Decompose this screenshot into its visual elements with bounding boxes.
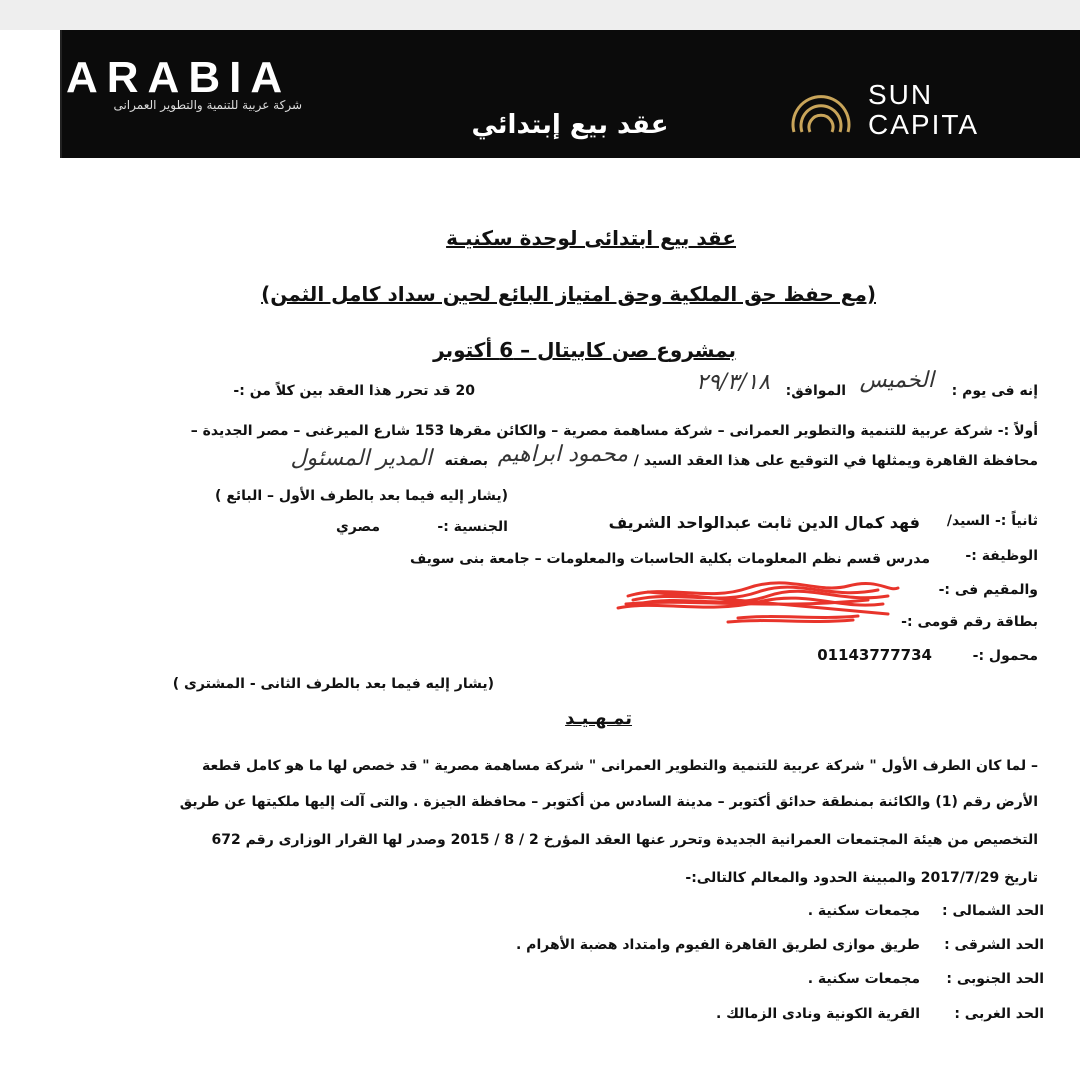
boundary-north-value: مجمعات سكنية . (807, 903, 920, 919)
preamble-paragraph-1: – لما كان الطرف الأول " شركة عربية للتنمية والتطوير العمرانى " شركة مساهمة مصرية " قد خصص لها ما هو كامل قطعة (201, 758, 1038, 774)
first-party-refer: (يشار إليه فيما بعد بالطرف الأول – البائع ) (215, 488, 508, 504)
top-strip (0, 0, 1080, 30)
title-line-1: عقد بيع ابتدائى لوحدة سكنيـة (446, 226, 736, 250)
sun-rings-icon (786, 82, 856, 148)
first-party-capacity-handwritten: المدير المسئول (290, 446, 432, 471)
sun-capital-logo (786, 80, 1026, 150)
job-value: مدرس قسم نظم المعلومات بكلية الحاسبات والمعلومات – جامعة بنى سويف (409, 551, 930, 567)
sun-word-line2: CAPITA (868, 109, 980, 140)
mobile-label: محمول :- (972, 648, 1038, 664)
second-party-label: ثانياً :- السيد/ (946, 513, 1038, 529)
first-party-capacity-label: بصفته (444, 453, 488, 469)
nationality-label: الجنسية :- (437, 519, 508, 535)
boundary-south-value: مجمعات سكنية . (807, 971, 920, 987)
mobile-value: 01143777734 (817, 646, 932, 664)
title-line-2: (مع حفظ حق الملكية وحق امتياز البائع لحين سداد كامل الثمن) (261, 282, 876, 306)
id-label: بطاقة رقم قومى :- (901, 614, 1038, 630)
intro-year-suffix: 20 قد تحرر هذا العقد بين كلاً من :- (233, 383, 475, 399)
arabia-tagline: شركة عربية للتنمية والتطوير العمرانى (113, 98, 302, 112)
preamble-paragraph-3: التخصيص من هيئة المجتمعات العمرانية الجديدة وتحرر عنها العقد المؤرخ 2 / 8 / 2015 وصدر لها القرار الوزارى رقم 672 (211, 832, 1038, 848)
arabia-wordmark: ARABIA (66, 53, 292, 102)
redaction-scribble (588, 574, 918, 634)
sun-capital-wordmark (868, 80, 979, 140)
job-label: الوظيفة :- (965, 548, 1038, 564)
title-line-3: بمشروع صن كابيتال – 6 أكتوبر (433, 338, 736, 362)
nationality-value: مصري (335, 519, 380, 535)
boundary-west-label: الحد الغربى : (954, 1006, 1044, 1022)
first-party-rep-handwritten: محمود ابراهيم (497, 442, 628, 467)
first-party-line-2: محافظة القاهرة ويمثلها في التوقيع على هذا العقد السيد / (633, 453, 1038, 469)
preamble-paragraph-2: الأرض رقم (1) والكائنة بمنطقة حدائق أكتوبر – مدينة السادس من أكتوبر – محافظة الجيزة . والتى آلت إليها ملكيتها عن طريق (179, 794, 1038, 810)
second-party-name: فهد كمال الدين ثابت عبدالواحد الشريف (608, 513, 920, 532)
boundary-east-value: طريق موازى لطريق القاهرة الفيوم وامتداد هضبة الأهرام . (515, 937, 920, 953)
intro-agree: الموافق: (785, 383, 846, 399)
preamble-paragraph-4: تاريخ 2017/7/29 والمبينة الحدود والمعالم كالتالى:- (685, 870, 1038, 886)
intro-date-handwritten: ٢٩/٣/١٨ (696, 370, 770, 395)
address-label: والمقيم فى :- (938, 582, 1038, 598)
header-doc-title: عقد بيع إبتدائي (471, 110, 669, 140)
arabia-logo (66, 54, 306, 112)
intro-prefix: إنه فى يوم : (951, 383, 1038, 399)
boundary-west-value: القرية الكونية ونادى الزمالك . (715, 1006, 920, 1022)
boundary-south-label: الحد الجنوبى : (946, 971, 1044, 987)
sun-word-line1: SUN (868, 79, 934, 110)
second-party-refer: (يشار إليه فيما بعد بالطرف الثانى - المشترى ) (172, 676, 494, 692)
boundary-east-label: الحد الشرقى : (944, 937, 1044, 953)
boundary-north-label: الحد الشمالى : (942, 903, 1044, 919)
intro-day-handwritten: الخميس (859, 368, 934, 393)
first-party-line-1: أولاً :- شركة عربية للتنمية والتطوير العمرانى – شركة مساهمة مصرية – والكائن مقرها 153 شارع الميرغنى – مصر الجديدة – (190, 423, 1038, 439)
preamble-heading: تمـهـيـد (565, 708, 632, 729)
